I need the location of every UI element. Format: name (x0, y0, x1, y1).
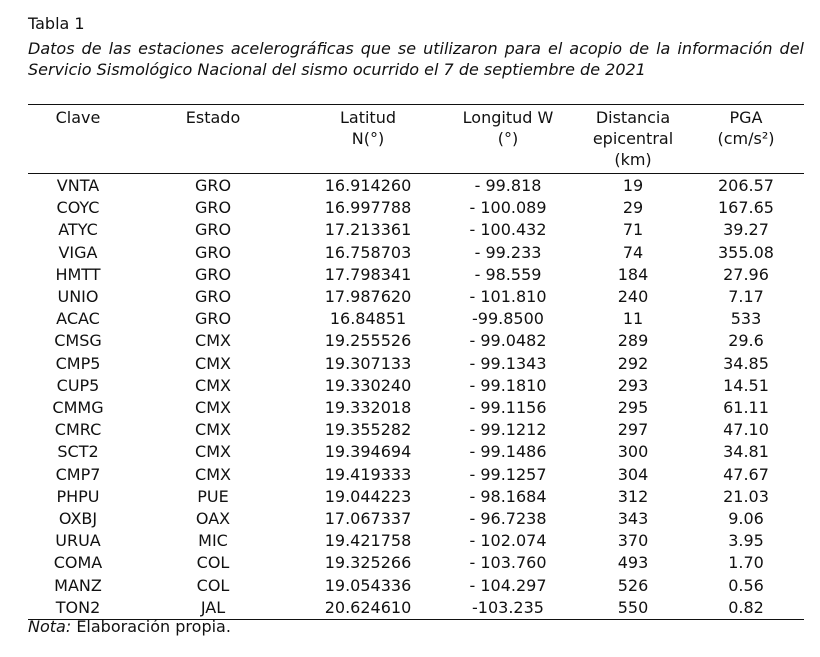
note-label: Nota: (28, 617, 72, 636)
table-caption: Datos de las estaciones acelerográficas que se utilizaron para el acopio de la información del Servicio Sismológico Nacional del sismo ocurrido el 7 de septiembre de 2021 (28, 39, 804, 79)
header-pga: PGA (cm/s²) (717, 108, 775, 148)
cell-estado: CMX (195, 464, 231, 484)
header-distancia: Distancia epicentral (km) (592, 108, 674, 169)
cell-pga: 355.08 (718, 242, 774, 262)
header-latitud: Latitud N(°) (339, 108, 396, 148)
cell-pga: 21.03 (723, 486, 769, 506)
cell-latitud: 16.914260 (324, 176, 412, 195)
cell-distancia: 300 (617, 442, 649, 462)
cell-distancia: 240 (617, 287, 649, 307)
cell-latitud: 17.798341 (324, 264, 412, 284)
table-row (28, 242, 804, 264)
cell-pga: 27.96 (723, 264, 769, 284)
cell-pga: 34.85 (723, 353, 769, 373)
cell-estado: CMX (195, 420, 231, 440)
cell-longitud: - 99.1212 (469, 420, 547, 440)
table-row (28, 464, 804, 486)
cell-pga: 34.81 (723, 442, 769, 462)
cell-longitud: - 103.760 (469, 553, 547, 573)
table-body (28, 174, 804, 620)
cell-pga: 1.70 (728, 553, 764, 573)
cell-longitud: - 100.089 (469, 198, 547, 218)
table-label: Tabla 1 (28, 14, 85, 33)
cell-pga: 47.67 (723, 464, 769, 484)
cell-pga: 29.6 (728, 331, 764, 351)
cell-distancia: 74 (622, 242, 644, 262)
cell-estado: COL (196, 575, 230, 595)
cell-latitud: 16.997788 (324, 198, 412, 218)
cell-clave: SCT2 (57, 442, 99, 462)
table-row (28, 197, 804, 219)
cell-distancia: 370 (617, 531, 649, 551)
cell-latitud: 19.325266 (324, 553, 412, 573)
table-row (28, 174, 804, 198)
cell-latitud: 17.213361 (324, 220, 412, 240)
cell-longitud: - 101.810 (469, 287, 547, 307)
cell-longitud: - 98.559 (474, 264, 542, 284)
cell-pga: 206.57 (718, 176, 774, 195)
header-longitud: Longitud W (°) (462, 108, 554, 148)
cell-clave: HMTT (55, 264, 101, 284)
cell-latitud: 19.044223 (324, 486, 412, 506)
table-row (28, 330, 804, 352)
table-row (28, 353, 804, 375)
header-clave: Clave (55, 108, 101, 127)
cell-distancia: 11 (622, 309, 644, 329)
cell-pga: 533 (730, 309, 762, 329)
cell-clave: COYC (56, 198, 100, 218)
cell-estado: JAL (200, 597, 226, 617)
cell-distancia: 71 (622, 220, 644, 240)
cell-clave: CMP5 (55, 353, 101, 373)
cell-clave: PHPU (56, 486, 100, 506)
cell-latitud: 16.758703 (324, 242, 412, 262)
cell-estado: CMX (195, 375, 231, 395)
table-row (28, 308, 804, 330)
cell-pga: 47.10 (723, 420, 769, 440)
cell-clave: CMSG (54, 331, 102, 351)
cell-distancia: 295 (617, 398, 649, 418)
table-note (28, 617, 231, 637)
cell-clave: CMMG (52, 398, 104, 418)
cell-distancia: 526 (617, 575, 649, 595)
cell-clave: URUA (55, 531, 101, 551)
table-row (28, 486, 804, 508)
cell-distancia: 304 (617, 464, 649, 484)
cell-longitud: -99.8500 (472, 309, 544, 329)
cell-longitud: - 99.233 (474, 242, 542, 262)
cell-estado: OAX (195, 509, 231, 529)
cell-pga: 39.27 (723, 220, 769, 240)
table-row (28, 575, 804, 597)
cell-latitud: 19.307133 (324, 353, 412, 373)
cell-longitud: - 99.0482 (469, 331, 547, 351)
cell-longitud: - 100.432 (469, 220, 547, 240)
table-row (28, 397, 804, 419)
cell-clave: CMP7 (55, 464, 101, 484)
cell-estado: CMX (195, 331, 231, 351)
cell-clave: CUP5 (56, 375, 100, 395)
cell-clave: OXBJ (58, 509, 98, 529)
cell-latitud: 19.419333 (324, 464, 412, 484)
cell-estado: CMX (195, 398, 231, 418)
cell-clave: ACAC (56, 309, 100, 329)
cell-distancia: 289 (617, 331, 649, 351)
cell-distancia: 343 (617, 509, 649, 529)
table-header-row (28, 105, 804, 174)
cell-longitud: - 96.7238 (469, 509, 547, 529)
cell-longitud: - 99.1343 (469, 353, 547, 373)
cell-pga: 0.56 (728, 575, 764, 595)
cell-clave: UNIO (57, 287, 99, 307)
table-row (28, 286, 804, 308)
cell-estado: PUE (197, 486, 229, 506)
cell-clave: VNTA (56, 176, 100, 195)
cell-clave: TON2 (55, 597, 101, 617)
cell-estado: CMX (195, 442, 231, 462)
cell-latitud: 19.421758 (324, 531, 412, 551)
cell-longitud: - 99.1156 (469, 398, 547, 418)
cell-clave: MANZ (54, 575, 102, 595)
cell-distancia: 184 (617, 264, 649, 284)
cell-pga: 9.06 (728, 509, 764, 529)
cell-distancia: 29 (622, 198, 644, 218)
cell-latitud: 17.987620 (324, 287, 412, 307)
table-row (28, 264, 804, 286)
cell-distancia: 293 (617, 375, 649, 395)
cell-longitud: - 99.1257 (469, 464, 547, 484)
stations-table (28, 104, 804, 620)
table-row (28, 419, 804, 441)
cell-latitud: 19.332018 (324, 398, 412, 418)
cell-distancia: 550 (617, 597, 649, 617)
cell-distancia: 292 (617, 353, 649, 373)
table-row (28, 530, 804, 552)
cell-estado: GRO (194, 287, 232, 307)
cell-longitud: - 99.1810 (469, 375, 547, 395)
cell-latitud: 19.394694 (324, 442, 412, 462)
table-row (28, 508, 804, 530)
cell-distancia: 19 (622, 176, 644, 195)
cell-distancia: 312 (617, 486, 649, 506)
cell-clave: VIGA (58, 242, 98, 262)
cell-estado: COL (196, 553, 230, 573)
cell-pga: 61.11 (723, 398, 769, 418)
cell-latitud: 20.624610 (324, 597, 412, 617)
cell-latitud: 17.067337 (324, 509, 412, 529)
table-row (28, 552, 804, 574)
cell-longitud: - 99.1486 (469, 442, 547, 462)
cell-longitud: - 98.1684 (469, 486, 547, 506)
cell-latitud: 19.330240 (324, 375, 412, 395)
cell-estado: GRO (194, 220, 232, 240)
cell-longitud: - 99.818 (474, 176, 542, 195)
table-row (28, 441, 804, 463)
table-row (28, 375, 804, 397)
header-estado: Estado (185, 108, 241, 127)
cell-pga: 7.17 (728, 287, 764, 307)
cell-latitud: 19.255526 (324, 331, 412, 351)
cell-clave: ATYC (58, 220, 98, 240)
cell-estado: GRO (194, 198, 232, 218)
cell-longitud: -103.235 (472, 597, 544, 617)
cell-longitud: - 102.074 (469, 531, 547, 551)
cell-distancia: 493 (617, 553, 649, 573)
table-row (28, 219, 804, 241)
cell-clave: COMA (53, 553, 103, 573)
cell-distancia: 297 (617, 420, 649, 440)
cell-latitud: 16.84851 (329, 309, 407, 329)
cell-latitud: 19.054336 (324, 575, 412, 595)
cell-pga: 3.95 (728, 531, 764, 551)
cell-estado: GRO (194, 176, 232, 195)
cell-estado: GRO (194, 309, 232, 329)
cell-estado: MIC (198, 531, 228, 551)
cell-estado: CMX (195, 353, 231, 373)
cell-estado: GRO (194, 242, 232, 262)
cell-clave: CMRC (54, 420, 102, 440)
cell-longitud: - 104.297 (469, 575, 547, 595)
cell-latitud: 19.355282 (324, 420, 412, 440)
cell-pga: 167.65 (718, 198, 774, 218)
cell-estado: GRO (194, 264, 232, 284)
cell-pga: 0.82 (728, 597, 764, 617)
note-text: Elaboración propia. (71, 617, 231, 636)
cell-pga: 14.51 (723, 375, 769, 395)
